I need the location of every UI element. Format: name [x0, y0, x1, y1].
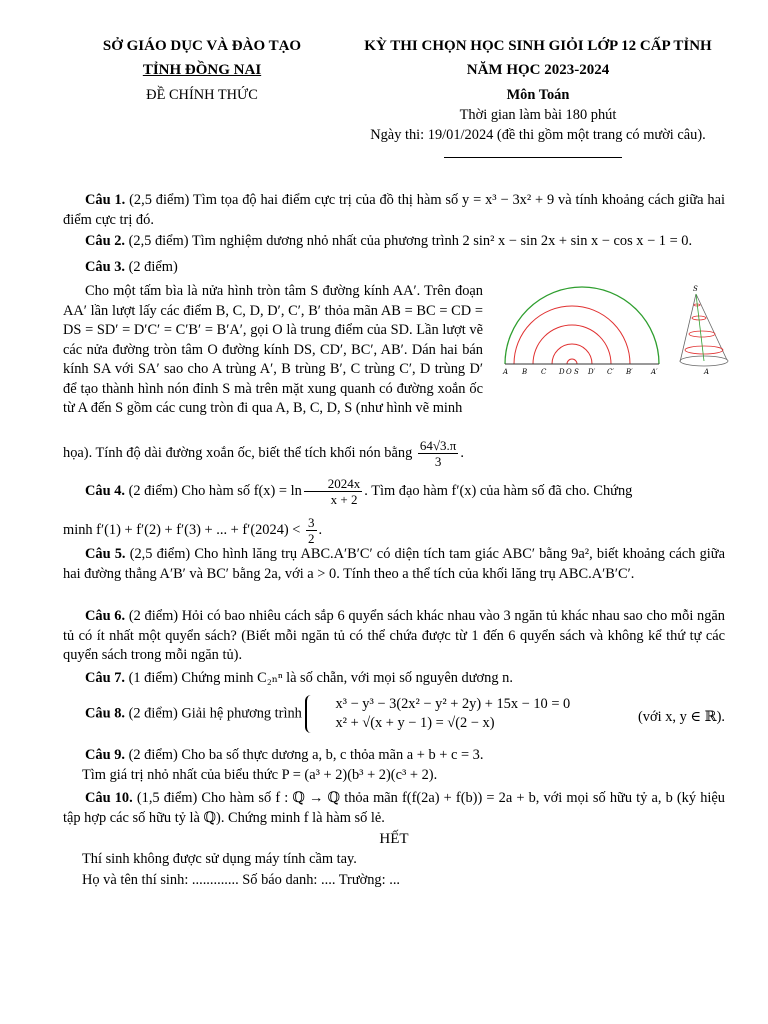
point-label-c-prime: C′: [607, 368, 614, 376]
question-text: (2 điểm) Giải hệ phương trình: [128, 705, 302, 722]
point-label-o: O: [566, 368, 572, 376]
cone-apex-label: S: [693, 285, 698, 293]
domain-condition: (với x, y ∈ ℝ).: [638, 709, 725, 725]
question-3-end: họa). Tính độ dài đường xoắn ốc, biết thể tích khối nón bằng $\frac{64√3.\pi}{3}$ .: [63, 438, 464, 469]
point-label-d: D: [559, 368, 565, 376]
question-7: [63, 669, 725, 689]
cone-figure: [680, 285, 728, 376]
question-2: [63, 232, 725, 252]
question-4-line2: [63, 515, 725, 546]
department-name: SỞ GIÁO DỤC VÀ ĐÀO TẠO: [102, 38, 302, 54]
question-label: Câu 1.: [85, 192, 126, 208]
question-text: (2,5 điểm) Cho hình lăng trụ ABC.A′B′C′ có diện tích tam giác ABC′ bằng 9a², biết khoảng cách giữa hai đường thẳng A′B′ và BC′ bằng 2a, với a > 0. Tính theo a thể tích của khối lăng trụ ABC.A′B′C′.: [63, 546, 725, 582]
question-text: minh f′(1) + f′(2) + f′(3) + ... + f′(2024) <: [63, 521, 301, 538]
question-points: (2 điểm): [128, 259, 178, 275]
header-separator: [444, 157, 622, 158]
official-exam-label: ĐỀ CHÍNH THỨC: [146, 87, 258, 103]
fraction-denominator: 2: [308, 531, 315, 546]
question-9-line2: [82, 766, 744, 786]
spiral-arc-cd: [552, 344, 592, 364]
spiral-ring-1: [685, 346, 723, 354]
question-label: Câu 6.: [85, 608, 126, 624]
bound-fraction: [306, 515, 317, 546]
question-label: Câu 9.: [85, 747, 125, 763]
cone-right-edge: [696, 294, 727, 360]
question-label: Câu 2.: [85, 233, 125, 249]
equation-2: x² + √(x + y − 1) = √(2 − x): [335, 715, 495, 731]
half-circle-figure: [505, 287, 659, 364]
question-8: [63, 695, 725, 733]
point-label-s: S: [574, 368, 579, 376]
spiral-ring-2: [689, 331, 715, 337]
log-argument-fraction: [304, 476, 363, 507]
point-label-b: B: [522, 368, 528, 376]
calculator-note: Thí sinh không được sử dụng máy tính cầm tay.: [82, 851, 357, 867]
spiral-arc-ab: [514, 306, 630, 364]
question-9: [63, 746, 725, 766]
question-6: [63, 607, 725, 666]
question-text: (1 điểm) Chứng minh C₂ₙⁿ là số chẵn, với mọi số nguyên dương n.: [128, 670, 513, 686]
question-text: họa). Tính độ dài đường xoắn ốc, biết thể tích khối nón bằng: [63, 444, 413, 461]
candidate-info: Họ và tên thí sinh: ............. Số báo danh: .... Trường: ...: [82, 872, 401, 888]
question-10: [63, 789, 725, 828]
equation-system: [305, 695, 570, 733]
fraction-denominator: 3: [434, 454, 442, 469]
question-label: Câu 3.: [85, 259, 125, 275]
equation-1: x³ − y³ − 3(2x² − y² + 2y) + 15x − 10 = 0: [335, 696, 571, 712]
fraction-denominator: x + 2: [330, 492, 358, 507]
point-label-a-prime: A′: [651, 368, 658, 376]
question-text: (2 điểm) Cho hàm số f(x) = ln: [128, 482, 302, 499]
question-text: . Tìm đạo hàm f′(x) của hàm số đã cho. Chứng: [364, 482, 633, 499]
question-label: Câu 8.: [85, 705, 125, 722]
exam-title: KỲ THI CHỌN HỌC SINH GIỎI LỚP 12 CẤP TỈNH: [364, 38, 712, 54]
question-text: (2 điểm) Hỏi có bao nhiêu cách sắp 6 quyển sách khác nhau vào 3 ngăn tủ khác nhau sao cho mỗi ngăn tủ có ít nhất một quyển sách? (Biết mỗi ngăn tủ có thể chứa được từ 1 đến 6 quyển sách và không kể thứ tự các quyển sách trong mỗi ngăn tủ).: [63, 608, 725, 663]
cone-volume-fraction: [418, 438, 458, 469]
cone-base-label: A: [704, 368, 710, 376]
school-year: NĂM HỌC 2023-2024: [466, 62, 610, 78]
end-marker: HẾT: [379, 831, 409, 847]
point-label-b-prime: B′: [626, 368, 633, 376]
question-text: Cho một tấm bìa là nửa hình tròn tâm S đường kính AA′. Trên đoạn AA′ lần lượt lấy các điểm B, C, D, D′, C′, B′ thỏa mãn AB = BC = CD = DS = SD′ = D′C′ = C′B′ = B′A′, gọi O là trung điểm của SD. Lần lượt vẽ các nửa đường tròn tâm O đường kính DS, CD′, BC′, AB′. Dán hai bán kính SA với SA′ sao cho A trùng A′, B trùng B′, C trùng C′, D trùng D′ để tạo thành hình nón đỉnh S mà trên mặt xung quanh có đường xoắn ốc từ A đến S gồm các cung tròn đi qua A, B, C, D, S (như hình vẽ minh: [63, 283, 483, 416]
question-4: [63, 476, 725, 507]
fraction-numerator: 2024x: [304, 476, 363, 492]
question-label: Câu 4.: [85, 482, 125, 499]
spiral-arc-ds: [567, 359, 577, 364]
fraction-numerator: 64√3.π: [419, 438, 457, 453]
question-3-heading: [63, 258, 725, 278]
province-name: TỈNH ĐỒNG NAI: [142, 62, 262, 78]
point-label-c: C: [541, 368, 547, 376]
time-limit: Thời gian làm bài 180 phút: [459, 107, 617, 123]
cone-axis: [696, 294, 704, 361]
point-label-d-prime: D′: [588, 368, 596, 376]
question-3-body: [63, 282, 483, 419]
subject: Môn Toán: [506, 87, 570, 103]
question-text: (2,5 điểm) Tìm nghiệm dương nhỏ nhất của phương trình 2 sin² x − sin 2x + sin x − cos x − 1 = 0.: [128, 233, 693, 249]
exam-date: Ngày thi: 19/01/2024 (đề thi gồm một trang có mười câu).: [370, 127, 706, 143]
question-label: Câu 7.: [85, 670, 125, 686]
point-label-a: A: [503, 368, 509, 376]
question-text: Tìm giá trị nhỏ nhất của biểu thức P = (a³ + 2)(b³ + 2)(c³ + 2).: [82, 767, 438, 783]
question-text: (2,5 điểm) Tìm tọa độ hai điểm cực trị của đồ thị hàm số y = x³ − 3x² + 9 và tính khoảng cách giữa hai điểm cực trị đó.: [63, 192, 725, 228]
question-label: Câu 5.: [85, 546, 126, 562]
question-5: [63, 545, 725, 584]
question-text: (2 điểm) Cho ba số thực dương a, b, c thỏa mãn a + b + c = 3.: [128, 747, 484, 763]
spiral-cone-figure: [500, 282, 740, 382]
question-1: [63, 191, 725, 230]
fraction-numerator: 3: [308, 515, 315, 530]
question-label: Câu 10.: [85, 790, 133, 806]
question-text: .: [318, 521, 323, 538]
question-text: (1,5 điểm) Cho hàm số f : ℚ → ℚ thỏa mãn f(f(2a) + f(b)) = 2a + b, với mọi số hữu tỷ a, b (ký hiệu tập hợp các số hữu tỷ là ℚ). Chứng minh f là hàm số lẻ.: [63, 790, 725, 826]
